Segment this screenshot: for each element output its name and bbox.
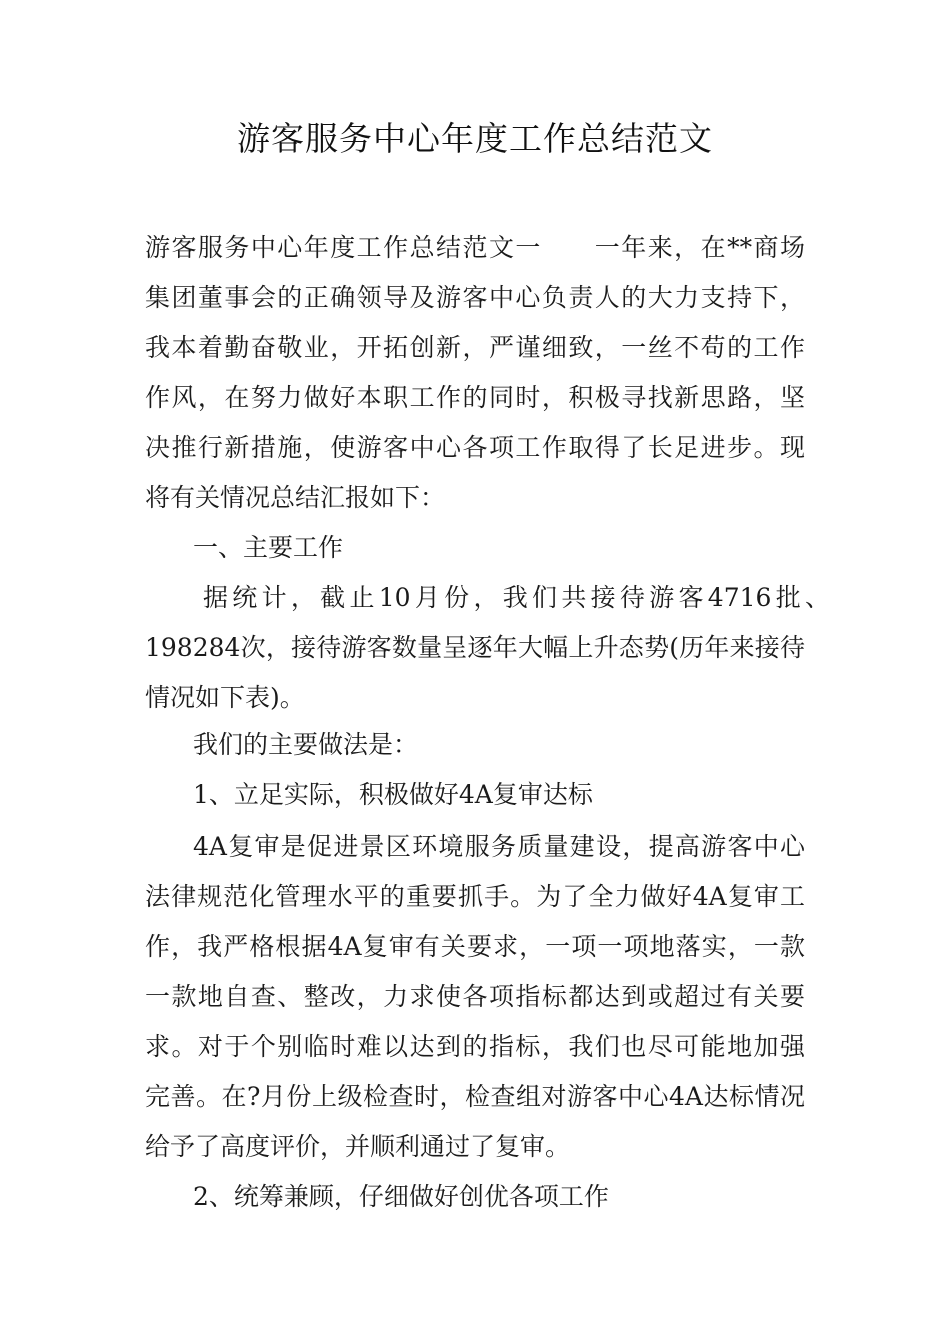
subsection-heading: 2、统筹兼顾，仔细做好创优各项工作 — [193, 1182, 609, 1211]
paragraph-line: 4A复审是促进景区环境服务质量建设，提高游客中心 — [193, 832, 805, 861]
section-heading: 一、主要工作 — [193, 533, 344, 562]
paragraph-line: 作，我严格根据4A复审有关要求，一项一项地落实，一款 — [145, 932, 805, 961]
paragraph-line: 198284次，接待游客数量呈逐年大幅上升态势(历年来接待 — [145, 633, 805, 662]
paragraph-line: 决推行新措施，使游客中心各项工作取得了长足进步。现 — [145, 433, 805, 462]
document-title: 游客服务中心年度工作总结范文 — [237, 119, 713, 158]
paragraph-line: 求。对于个别临时难以达到的指标，我们也尽可能地加强 — [145, 1032, 805, 1061]
paragraph-line: 法律规范化管理水平的重要抓手。为了全力做好4A复审工 — [145, 882, 805, 911]
paragraph-line: 游客服务中心年度工作总结范文一 一年来，在**商场 — [145, 233, 805, 262]
paragraph-line: 完善。在?月份上级检查时，检查组对游客中心4A达标情况 — [145, 1082, 805, 1111]
paragraph-line: 给予了高度评价，并顺利通过了复审。 — [145, 1132, 571, 1161]
paragraph-line: 据统计，截止10月份，我们共接待游客4716批、 — [203, 583, 830, 612]
paragraph-line: 作风，在努力做好本职工作的同时，积极寻找新思路，坚 — [145, 383, 805, 412]
subsection-heading: 1、立足实际，积极做好4A复审达标 — [193, 780, 593, 809]
paragraph-line: 将有关情况总结汇报如下： — [145, 483, 446, 512]
paragraph-line: 我本着勤奋敬业，开拓创新，严谨细致，一丝不苟的工作 — [145, 333, 805, 362]
paragraph-line: 情况如下表)。 — [145, 683, 305, 712]
paragraph-line: 一款地自查、整改，力求使各项指标都达到或超过有关要 — [145, 982, 805, 1011]
paragraph-line: 我们的主要做法是： — [193, 730, 419, 759]
paragraph-line: 集团董事会的正确领导及游客中心负责人的大力支持下， — [145, 283, 805, 312]
